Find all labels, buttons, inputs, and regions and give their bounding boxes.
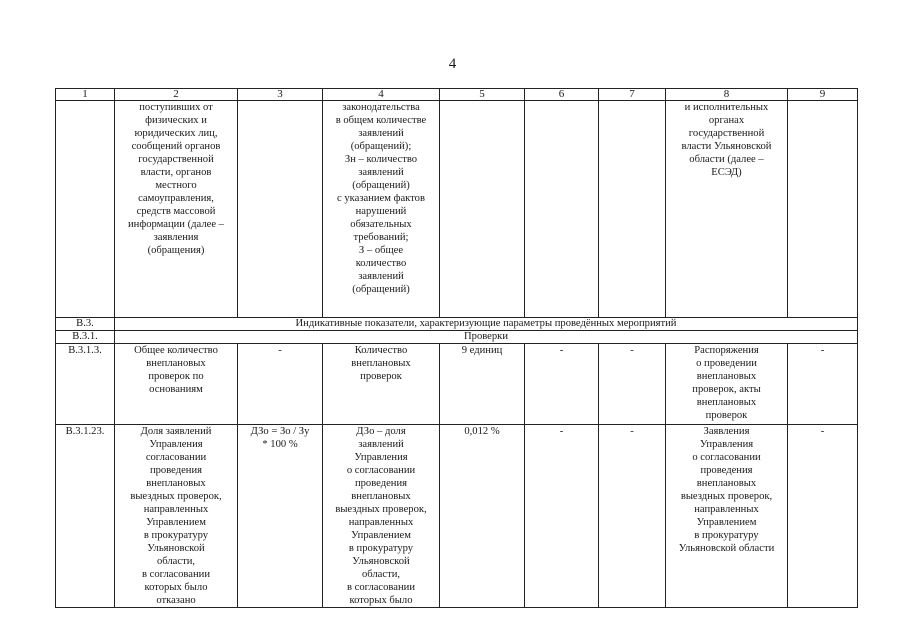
cell-text-line: органах [708, 115, 745, 126]
cell-text-line: внеплановых [696, 371, 757, 382]
cell-col9: - [788, 344, 858, 425]
cell-text-line: с указанием фактов [337, 193, 425, 204]
cell-text-line: в общем количестве [335, 115, 427, 126]
cell-col6 [525, 101, 599, 318]
cell-text-line: государственной [688, 128, 765, 139]
cell-text-line: (обращения) [147, 245, 205, 256]
cell-text-line: внеплановых [351, 491, 411, 502]
cell-text-line: о проведении [696, 358, 757, 369]
cell-text-line: ДЗо – доля [356, 426, 406, 437]
cell-text-line: внеплановых [696, 397, 757, 408]
cell-source [666, 344, 788, 425]
cell-text-line: Ульяновской [352, 556, 410, 567]
cell-col7: - [599, 344, 666, 425]
section-title: Проверки [115, 331, 858, 344]
cell-text-line: о согласовании [346, 465, 416, 476]
cell-source [666, 101, 788, 318]
cell-indicator-name [115, 344, 238, 425]
indicators-table [55, 88, 858, 608]
table-row [56, 101, 858, 318]
cell-value [440, 101, 525, 318]
cell-text-line: (обращений) [352, 284, 410, 295]
cell-formula [238, 101, 323, 318]
cell-col9 [788, 101, 858, 318]
column-number: 1 [56, 89, 115, 101]
cell-text-line: внеплановых [146, 478, 206, 489]
table-row [56, 344, 858, 425]
cell-text-line: проверок [705, 410, 748, 421]
cell-text-line: заявлений [358, 128, 404, 139]
cell-text-line: поступивших от [139, 102, 213, 113]
cell-text-line: Ульяновской области [678, 543, 775, 554]
cell-text-line: Управлением [146, 517, 206, 528]
cell-text-line: в согласовании [141, 569, 211, 580]
cell-text-line: Зн – количество [344, 154, 418, 165]
cell-text-line: проверок, акты [692, 384, 761, 395]
cell-description [323, 101, 440, 318]
cell-text-line: физических и [145, 115, 207, 126]
column-number: 5 [440, 89, 525, 101]
cell-text-line: заявлений [358, 439, 404, 450]
cell-text-line: выездных проверок, [335, 504, 427, 515]
cell-text-line: согласовании [145, 452, 207, 463]
cell-formula [238, 425, 323, 608]
cell-text-line: проверок [360, 371, 402, 382]
column-numbers-row [56, 89, 858, 101]
cell-text-line: ЕСЭД) [711, 167, 742, 178]
cell-text-line: власти Ульяновской [681, 141, 772, 152]
cell-text-line: области (далее – [689, 154, 764, 165]
cell-text-line: количество [355, 258, 407, 269]
section-row-b3 [56, 318, 858, 331]
cell-text-line: Доля заявлений [140, 426, 212, 437]
cell-text-line: обязательных [350, 219, 412, 230]
cell-text-line: Заявления [703, 426, 750, 437]
cell-text-line: заявлений [358, 271, 404, 282]
cell-text-line: Количество [354, 345, 408, 356]
cell-text-line: ДЗо = Зо / Зу [250, 426, 310, 437]
cell-text-line: заявления [153, 232, 199, 243]
cell-code: В.3.1.3. [56, 344, 115, 425]
cell-value: 0,012 % [440, 425, 525, 608]
cell-text-line: З – общее [358, 245, 404, 256]
cell-text-line: проведения [354, 478, 408, 489]
cell-text-line: Управлением [351, 530, 411, 541]
cell-text-line: информации (далее – [128, 219, 224, 230]
cell-text-line: (обращений); [350, 141, 412, 152]
cell-text-line: проведения [700, 465, 753, 476]
column-number: 8 [666, 89, 788, 101]
cell-text-line: в прокуратуру [143, 530, 209, 541]
cell-col6: - [525, 344, 599, 425]
cell-text-line: сообщений органов [131, 141, 221, 152]
cell-text-line: законодательства [342, 102, 420, 113]
section-title: Индикативные показатели, характеризующие параметры проведённых мероприятий [115, 318, 858, 331]
cell-text-line: * 100 % [262, 439, 298, 450]
cell-text-line: о согласовании [692, 452, 761, 463]
cell-text-line: самоуправления, [138, 193, 214, 204]
cell-indicator-name [115, 101, 238, 318]
cell-text-line: внеплановых [696, 478, 757, 489]
cell-value: 9 единиц [440, 344, 525, 425]
cell-text-line: отказано [156, 595, 196, 606]
cell-formula: - [238, 344, 323, 425]
cell-text-line: направленных [348, 517, 414, 528]
cell-col9: - [788, 425, 858, 608]
cell-description [323, 344, 440, 425]
cell-text-line: юридических лиц, [134, 128, 218, 139]
cell-text-line: проверок по [148, 371, 204, 382]
cell-text-line: которых было [349, 595, 413, 606]
cell-text-line: выездных проверок, [680, 491, 773, 502]
cell-text-line: внеплановых [146, 358, 206, 369]
cell-text-line: местного [155, 180, 197, 191]
section-code: В.3.1. [56, 331, 115, 344]
cell-text-line: Управления [354, 452, 408, 463]
section-row-b31 [56, 331, 858, 344]
cell-text-line: в согласовании [346, 582, 416, 593]
cell-text-line: требований; [353, 232, 409, 243]
cell-col7: - [599, 425, 666, 608]
column-number: 6 [525, 89, 599, 101]
cell-text-line: которых было [144, 582, 208, 593]
cell-text-line: области, [156, 556, 196, 567]
cell-source [666, 425, 788, 608]
cell-text-line: нарушений [355, 206, 407, 217]
cell-text-line: Управлением [696, 517, 757, 528]
cell-text-line: власти, органов [140, 167, 212, 178]
page-number: 4 [448, 56, 457, 72]
cell-text-line: в прокуратуру [348, 543, 414, 554]
cell-text-line: области, [361, 569, 401, 580]
column-number: 7 [599, 89, 666, 101]
cell-text-line: и исполнительных [684, 102, 769, 113]
cell-text-line: выездных проверок, [130, 491, 222, 502]
column-number: 4 [323, 89, 440, 101]
cell-text-line: направленных [694, 504, 759, 515]
cell-indicator-name [115, 425, 238, 608]
cell-text-line: внеплановых [351, 358, 411, 369]
cell-col6: - [525, 425, 599, 608]
cell-code: В.3.1.23. [56, 425, 115, 608]
cell-text-line: государственной [138, 154, 214, 165]
cell-text-line: Распоряжения [694, 345, 759, 356]
cell-text-line: направленных [143, 504, 209, 515]
cell-code [56, 101, 115, 318]
cell-text-line: средств массовой [136, 206, 216, 217]
cell-text-line: в прокуратуру [694, 530, 759, 541]
table-row [56, 425, 858, 608]
column-number: 3 [238, 89, 323, 101]
cell-text-line: Общее количество [134, 345, 218, 356]
cell-text-line: проведения [149, 465, 203, 476]
cell-text-line: основаниям [149, 384, 203, 395]
cell-text-line: заявлений [358, 167, 404, 178]
cell-text-line: Управления [699, 439, 754, 450]
cell-col7 [599, 101, 666, 318]
column-number: 9 [788, 89, 858, 101]
cell-text-line: Управления [149, 439, 203, 450]
cell-description [323, 425, 440, 608]
section-code: В.3. [56, 318, 115, 331]
cell-text-line: Ульяновской [147, 543, 205, 554]
cell-text-line: (обращений) [352, 180, 410, 191]
column-number: 2 [115, 89, 238, 101]
